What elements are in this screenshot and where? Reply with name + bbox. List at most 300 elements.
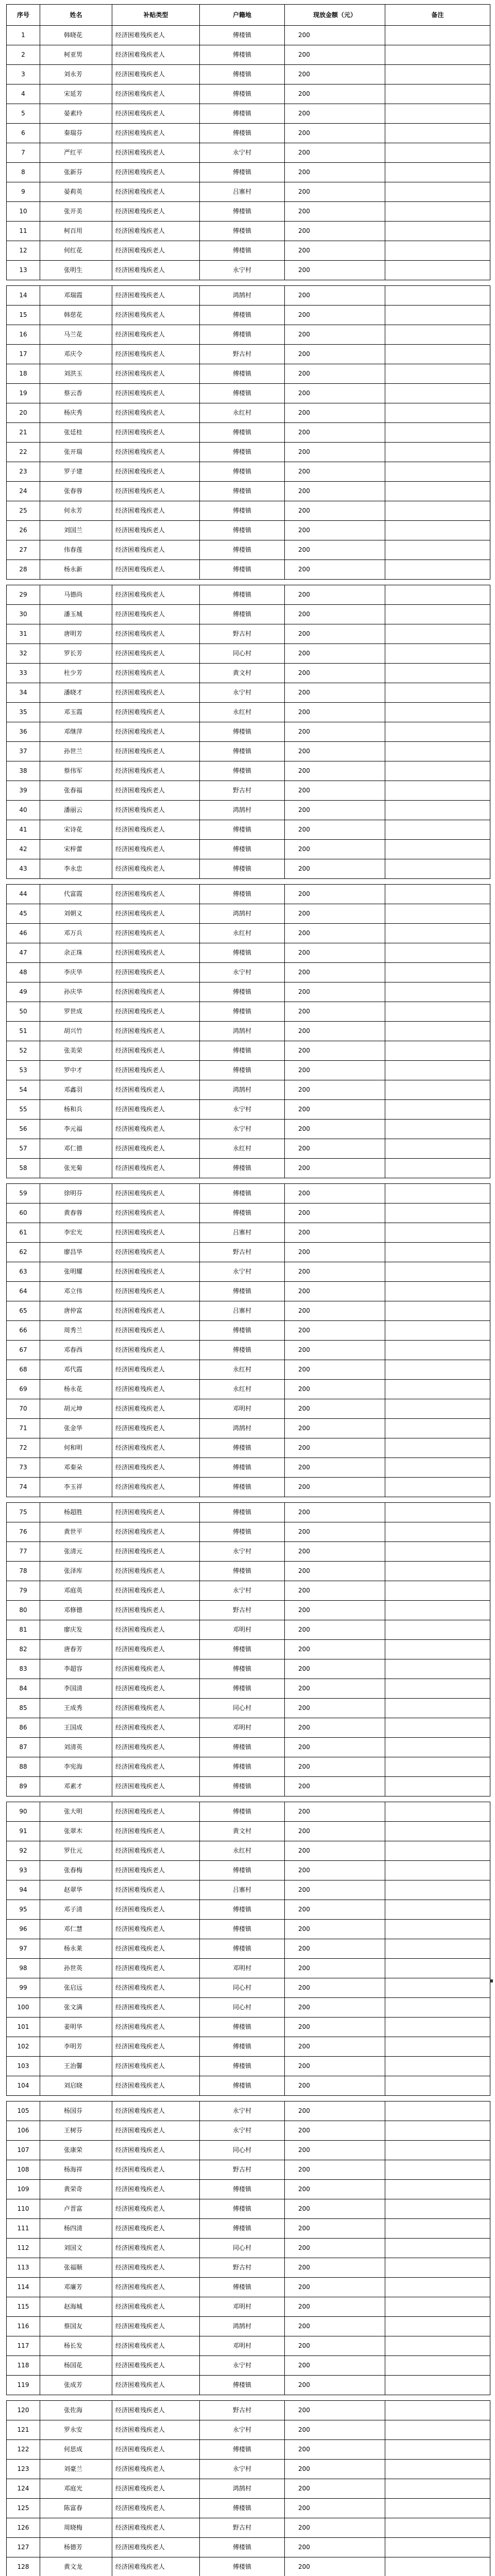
cell-amount: 200: [285, 1159, 385, 1178]
cell-seq: 32: [7, 644, 40, 664]
cell-seq: 99: [7, 1978, 40, 1998]
cell-village: 永宁村: [200, 1542, 285, 1562]
cell-village: 傅楼镇: [200, 241, 285, 261]
table-row: [7, 1679, 490, 1699]
cell-seq: 121: [7, 2420, 40, 2440]
cell-name: 罗仕元: [40, 1841, 112, 1861]
cell-note: [385, 1184, 490, 1204]
cell-seq: 57: [7, 1139, 40, 1159]
cell-type: 经济困难残疾老人: [112, 1542, 200, 1562]
cell-village: 傅楼镇: [200, 364, 285, 384]
cell-type: 经济困难残疾老人: [112, 403, 200, 423]
cell-seq: 83: [7, 1659, 40, 1679]
cell-name: 宋梓蕾: [40, 840, 112, 859]
cell-type: 经济困难残疾老人: [112, 462, 200, 482]
cell-name: 张文满: [40, 1998, 112, 2018]
cell-name: 徐明芬: [40, 1184, 112, 1204]
cell-note: [385, 1920, 490, 1939]
cell-amount: 200: [285, 1861, 385, 1880]
table-row: [7, 540, 490, 560]
cell-amount: 200: [285, 261, 385, 280]
cell-name: 杨永莱: [40, 1939, 112, 1959]
cell-village: 傅楼镇: [200, 2199, 285, 2219]
cell-type: 经济困难残疾老人: [112, 2076, 200, 2096]
cell-note: [385, 1223, 490, 1243]
cell-amount: 200: [285, 345, 385, 364]
cell-village: 同心村: [200, 1998, 285, 2018]
cell-name: 黄文龙: [40, 2557, 112, 2576]
cell-name: 孙世英: [40, 1959, 112, 1978]
table-row: [7, 2297, 490, 2317]
cell-amount: 200: [285, 1204, 385, 1223]
cell-amount: 200: [285, 1601, 385, 1620]
cell-village: 傅楼镇: [200, 84, 285, 104]
cell-note: [385, 45, 490, 65]
cell-type: 经济困难残疾老人: [112, 1419, 200, 1438]
table-row: [7, 2356, 490, 2376]
cell-type: 经济困难残疾老人: [112, 1002, 200, 1022]
cell-name: 张清元: [40, 1542, 112, 1562]
table-row: [7, 2440, 490, 2460]
cell-note: [385, 2018, 490, 2037]
cell-name: 杜少芳: [40, 664, 112, 683]
cell-village: 吕寨村: [200, 182, 285, 202]
cell-note: [385, 2557, 490, 2576]
cell-village: 傅楼镇: [200, 2278, 285, 2297]
cell-name: 张新芬: [40, 163, 112, 182]
cell-seq: 98: [7, 1959, 40, 1978]
cell-village: 野古村: [200, 781, 285, 801]
cell-type: 经济困难残疾老人: [112, 423, 200, 443]
cell-name: 秦瑞芬: [40, 124, 112, 143]
cell-name: 邓鑫羽: [40, 1080, 112, 1100]
cell-amount: 200: [285, 104, 385, 124]
cell-amount: 200: [285, 2336, 385, 2356]
cell-note: [385, 1503, 490, 1522]
cell-amount: 200: [285, 1620, 385, 1640]
table-row: [7, 624, 490, 644]
cell-amount: 200: [285, 325, 385, 345]
table-row: [7, 222, 490, 241]
cell-seq: 13: [7, 261, 40, 280]
cell-amount: 200: [285, 2499, 385, 2518]
cell-type: 经济困难残疾老人: [112, 605, 200, 624]
cell-note: [385, 403, 490, 423]
cell-name: 张春梅: [40, 1861, 112, 1880]
cell-type: 经济困难残疾老人: [112, 1262, 200, 1282]
cell-amount: 200: [285, 924, 385, 943]
cell-note: [385, 2180, 490, 2199]
cell-name: 张美荣: [40, 1041, 112, 1061]
cell-seq: 94: [7, 1880, 40, 1900]
cell-amount: 200: [285, 1757, 385, 1777]
cell-note: [385, 143, 490, 163]
table-row: [7, 364, 490, 384]
cell-village: 同心村: [200, 644, 285, 664]
cell-seq: 46: [7, 924, 40, 943]
cell-name: 赵翠华: [40, 1880, 112, 1900]
cell-note: [385, 2401, 490, 2420]
cell-type: 经济困难残疾老人: [112, 261, 200, 280]
cell-name: 张大明: [40, 1802, 112, 1822]
cell-village: 吕寨村: [200, 1880, 285, 1900]
header-note: 备注: [385, 5, 490, 26]
cell-seq: 74: [7, 1478, 40, 1497]
cell-amount: 200: [285, 1841, 385, 1861]
cell-type: 经济困难残疾老人: [112, 2258, 200, 2278]
cell-amount: 200: [285, 1100, 385, 1120]
cell-type: 经济困难残疾老人: [112, 26, 200, 45]
cell-seq: 108: [7, 2160, 40, 2180]
cell-note: [385, 163, 490, 182]
cell-amount: 200: [285, 1139, 385, 1159]
table-row: [7, 1282, 490, 1301]
cell-type: 经济困难残疾老人: [112, 2018, 200, 2037]
cell-name: 严红平: [40, 143, 112, 163]
cell-amount: 200: [285, 482, 385, 501]
cell-amount: 200: [285, 2018, 385, 2037]
cell-seq: 73: [7, 1458, 40, 1478]
cell-amount: 200: [285, 2538, 385, 2557]
cell-village: 鸿鹄村: [200, 2317, 285, 2336]
cell-note: [385, 1360, 490, 1380]
cell-village: 傅楼镇: [200, 1861, 285, 1880]
cell-village: 傅楼镇: [200, 521, 285, 540]
cell-note: [385, 521, 490, 540]
cell-type: 经济困难残疾老人: [112, 1522, 200, 1542]
cell-village: 傅楼镇: [200, 1204, 285, 1223]
cell-amount: 200: [285, 1562, 385, 1581]
cell-amount: 200: [285, 202, 385, 222]
cell-name: 罗长芳: [40, 644, 112, 664]
cell-type: 经济困难残疾老人: [112, 1159, 200, 1178]
cell-amount: 200: [285, 2518, 385, 2538]
cell-name: 邓玉霞: [40, 703, 112, 722]
cell-amount: 200: [285, 1002, 385, 1022]
cell-amount: 200: [285, 1341, 385, 1360]
cell-type: 经济困难残疾老人: [112, 2317, 200, 2336]
cell-note: [385, 1978, 490, 1998]
cell-name: 潘丽云: [40, 801, 112, 820]
cell-name: 刘洪玉: [40, 364, 112, 384]
cell-village: 傅楼镇: [200, 1640, 285, 1659]
table-row: [7, 1139, 490, 1159]
table-row: [7, 1002, 490, 1022]
cell-village: 傅楼镇: [200, 1458, 285, 1478]
cell-seq: 78: [7, 1562, 40, 1581]
table-row: [7, 1998, 490, 2018]
cell-seq: 96: [7, 1920, 40, 1939]
cell-village: 傅楼镇: [200, 885, 285, 904]
cell-seq: 90: [7, 1802, 40, 1822]
cell-note: [385, 2317, 490, 2336]
cell-seq: 53: [7, 1061, 40, 1080]
cell-seq: 3: [7, 65, 40, 84]
cell-village: 同心村: [200, 2239, 285, 2258]
cell-seq: 85: [7, 1699, 40, 1718]
table-row: [7, 1699, 490, 1718]
table-row: [7, 1640, 490, 1659]
table-row: [7, 104, 490, 124]
cell-amount: 200: [285, 163, 385, 182]
cell-name: 柯亚男: [40, 45, 112, 65]
cell-seq: 93: [7, 1861, 40, 1880]
cell-seq: 105: [7, 2102, 40, 2121]
cell-village: 傅楼镇: [200, 222, 285, 241]
cell-village: 傅楼镇: [200, 65, 285, 84]
cell-seq: 65: [7, 1301, 40, 1321]
cell-note: [385, 1262, 490, 1282]
cell-note: [385, 982, 490, 1002]
cell-seq: 51: [7, 1022, 40, 1041]
cell-seq: 40: [7, 801, 40, 820]
cell-village: 傅楼镇: [200, 820, 285, 840]
cell-type: 经济困难残疾老人: [112, 1562, 200, 1581]
cell-name: 张金华: [40, 1419, 112, 1438]
cell-type: 经济困难残疾老人: [112, 1581, 200, 1601]
cell-note: [385, 2057, 490, 2076]
cell-note: [385, 1998, 490, 2018]
cell-seq: 115: [7, 2297, 40, 2317]
table-row: [7, 1880, 490, 1900]
cell-type: 经济困难残疾老人: [112, 325, 200, 345]
cell-village: 野古村: [200, 1243, 285, 1262]
table-row: [7, 2460, 490, 2479]
cell-note: [385, 2102, 490, 2121]
cell-village: 永红村: [200, 403, 285, 423]
cell-name: 邓廉芳: [40, 2278, 112, 2297]
cell-village: 永宁村: [200, 963, 285, 982]
cell-village: 野古村: [200, 1601, 285, 1620]
cell-seq: 59: [7, 1184, 40, 1204]
cell-amount: 200: [285, 1880, 385, 1900]
cell-village: 傅楼镇: [200, 1679, 285, 1699]
cell-type: 经济困难残疾老人: [112, 1822, 200, 1841]
cell-seq: 24: [7, 482, 40, 501]
cell-village: 傅楼镇: [200, 1002, 285, 1022]
cell-type: 经济困难残疾老人: [112, 443, 200, 462]
cell-name: 杨四清: [40, 2219, 112, 2239]
cell-seq: 86: [7, 1718, 40, 1738]
cell-amount: 200: [285, 2076, 385, 2096]
cell-name: 赵海城: [40, 2297, 112, 2317]
table-row: [7, 1438, 490, 1458]
cell-note: [385, 1341, 490, 1360]
cell-amount: 200: [285, 2239, 385, 2258]
table-row: [7, 801, 490, 820]
cell-amount: 200: [285, 45, 385, 65]
table-row: [7, 924, 490, 943]
table-row: [7, 605, 490, 624]
cell-amount: 200: [285, 885, 385, 904]
cell-note: [385, 384, 490, 403]
table-row: [7, 2239, 490, 2258]
cell-village: 同心村: [200, 1699, 285, 1718]
cell-amount: 200: [285, 624, 385, 644]
cell-note: [385, 306, 490, 325]
group-separator: [7, 879, 490, 885]
cell-type: 经济困难残疾老人: [112, 2180, 200, 2199]
cell-type: 经济困难残疾老人: [112, 1757, 200, 1777]
cell-note: [385, 722, 490, 742]
cell-note: [385, 1738, 490, 1757]
table-body: [7, 26, 490, 2576]
cell-seq: 56: [7, 1120, 40, 1139]
cell-amount: 200: [285, 1301, 385, 1321]
cell-amount: 200: [285, 462, 385, 482]
cell-seq: 29: [7, 585, 40, 605]
cell-village: 傅楼镇: [200, 1757, 285, 1777]
cell-seq: 124: [7, 2479, 40, 2499]
cell-name: 张春福: [40, 781, 112, 801]
cell-amount: 200: [285, 2160, 385, 2180]
cell-type: 经济困难残疾老人: [112, 1120, 200, 1139]
cell-note: [385, 683, 490, 703]
table-row: [7, 1061, 490, 1080]
cell-village: 永宁村: [200, 1581, 285, 1601]
cell-type: 经济困难残疾老人: [112, 585, 200, 605]
cell-seq: 6: [7, 124, 40, 143]
cell-name: 王治馨: [40, 2057, 112, 2076]
cell-seq: 62: [7, 1243, 40, 1262]
cell-village: 傅楼镇: [200, 423, 285, 443]
cell-type: 经济困难残疾老人: [112, 1900, 200, 1920]
cell-village: 邓明村: [200, 1399, 285, 1419]
cell-village: 永宁村: [200, 2102, 285, 2121]
cell-amount: 200: [285, 2141, 385, 2160]
cell-type: 经济困难残疾老人: [112, 2518, 200, 2538]
cell-seq: 82: [7, 1640, 40, 1659]
cell-note: [385, 1699, 490, 1718]
table-row: [7, 2258, 490, 2278]
cell-amount: 200: [285, 605, 385, 624]
cell-village: 傅楼镇: [200, 501, 285, 521]
cell-seq: 112: [7, 2239, 40, 2258]
cell-amount: 200: [285, 2278, 385, 2297]
table-row: [7, 423, 490, 443]
cell-seq: 97: [7, 1939, 40, 1959]
table-row: [7, 124, 490, 143]
cell-seq: 2: [7, 45, 40, 65]
table-row: [7, 1802, 490, 1822]
cell-seq: 127: [7, 2538, 40, 2557]
cell-type: 经济困难残疾老人: [112, 2239, 200, 2258]
cell-note: [385, 2499, 490, 2518]
cell-village: 傅楼镇: [200, 1503, 285, 1522]
cell-seq: 4: [7, 84, 40, 104]
table-row: [7, 1620, 490, 1640]
cell-village: 野古村: [200, 2160, 285, 2180]
cell-amount: 200: [285, 761, 385, 781]
cell-seq: 7: [7, 143, 40, 163]
cell-type: 经济困难残疾老人: [112, 143, 200, 163]
cell-village: 傅楼镇: [200, 1802, 285, 1822]
cell-amount: 200: [285, 1380, 385, 1399]
cell-note: [385, 2356, 490, 2376]
cell-name: 黄世平: [40, 1522, 112, 1542]
table-row: [7, 1159, 490, 1178]
cell-amount: 200: [285, 1360, 385, 1380]
cell-village: 傅楼镇: [200, 1920, 285, 1939]
cell-note: [385, 1718, 490, 1738]
cell-amount: 200: [285, 2121, 385, 2141]
cell-village: 野古村: [200, 2518, 285, 2538]
subsidy-table: [6, 4, 490, 2576]
cell-note: [385, 2336, 490, 2356]
cell-name: 邓瑞霞: [40, 286, 112, 306]
cell-type: 经济困难残疾老人: [112, 1380, 200, 1399]
table-row: [7, 1522, 490, 1542]
cell-note: [385, 1601, 490, 1620]
cell-name: 邓庭光: [40, 2479, 112, 2499]
cell-amount: 200: [285, 560, 385, 580]
cell-seq: 68: [7, 1360, 40, 1380]
cell-type: 经济困难残疾老人: [112, 2102, 200, 2121]
cell-village: 傅楼镇: [200, 982, 285, 1002]
table-row: [7, 1601, 490, 1620]
cell-type: 经济困难残疾老人: [112, 820, 200, 840]
group-separator: [7, 280, 490, 286]
cell-village: 永宁村: [200, 2420, 285, 2440]
cell-type: 经济困难残疾老人: [112, 65, 200, 84]
table-row: [7, 963, 490, 982]
cell-name: 晏素玲: [40, 104, 112, 124]
cell-type: 经济困难残疾老人: [112, 1321, 200, 1341]
cell-seq: 109: [7, 2180, 40, 2199]
cell-seq: 107: [7, 2141, 40, 2160]
group-separator: [7, 2096, 490, 2102]
cell-name: 蔡国友: [40, 2317, 112, 2336]
cell-note: [385, 1620, 490, 1640]
cell-amount: 200: [285, 2057, 385, 2076]
cell-note: [385, 1757, 490, 1777]
cell-type: 经济困难残疾老人: [112, 1738, 200, 1757]
cell-note: [385, 781, 490, 801]
cell-type: 经济困难残疾老人: [112, 781, 200, 801]
cell-amount: 200: [285, 664, 385, 683]
cell-village: 永宁村: [200, 143, 285, 163]
cell-name: 邓代霞: [40, 1360, 112, 1380]
group-separator: [7, 1497, 490, 1503]
cell-type: 经济困难残疾老人: [112, 1399, 200, 1419]
cell-name: 邓素才: [40, 1777, 112, 1797]
cell-note: [385, 1900, 490, 1920]
cell-type: 经济困难残疾老人: [112, 1301, 200, 1321]
cell-type: 经济困难残疾老人: [112, 644, 200, 664]
cell-village: 永红村: [200, 1360, 285, 1380]
cell-village: 傅楼镇: [200, 1659, 285, 1679]
cell-name: 杨长发: [40, 2336, 112, 2356]
group-separator: [7, 1797, 490, 1802]
cell-name: 张启远: [40, 1978, 112, 1998]
cell-village: 鸿鹄村: [200, 1419, 285, 1438]
table-row: [7, 163, 490, 182]
cell-type: 经济困难残疾老人: [112, 2141, 200, 2160]
cell-village: 永宁村: [200, 2460, 285, 2479]
cell-village: 永宁村: [200, 1100, 285, 1120]
cell-amount: 200: [285, 781, 385, 801]
cell-name: 孙庆华: [40, 982, 112, 1002]
cell-village: 傅楼镇: [200, 1562, 285, 1581]
table-row: [7, 2141, 490, 2160]
cell-note: [385, 1562, 490, 1581]
table-row: [7, 325, 490, 345]
cell-village: 邓明村: [200, 1718, 285, 1738]
cell-name: 杨海祥: [40, 2160, 112, 2180]
cell-name: 刘国文: [40, 2239, 112, 2258]
table-row: [7, 2219, 490, 2239]
table-row: [7, 742, 490, 761]
